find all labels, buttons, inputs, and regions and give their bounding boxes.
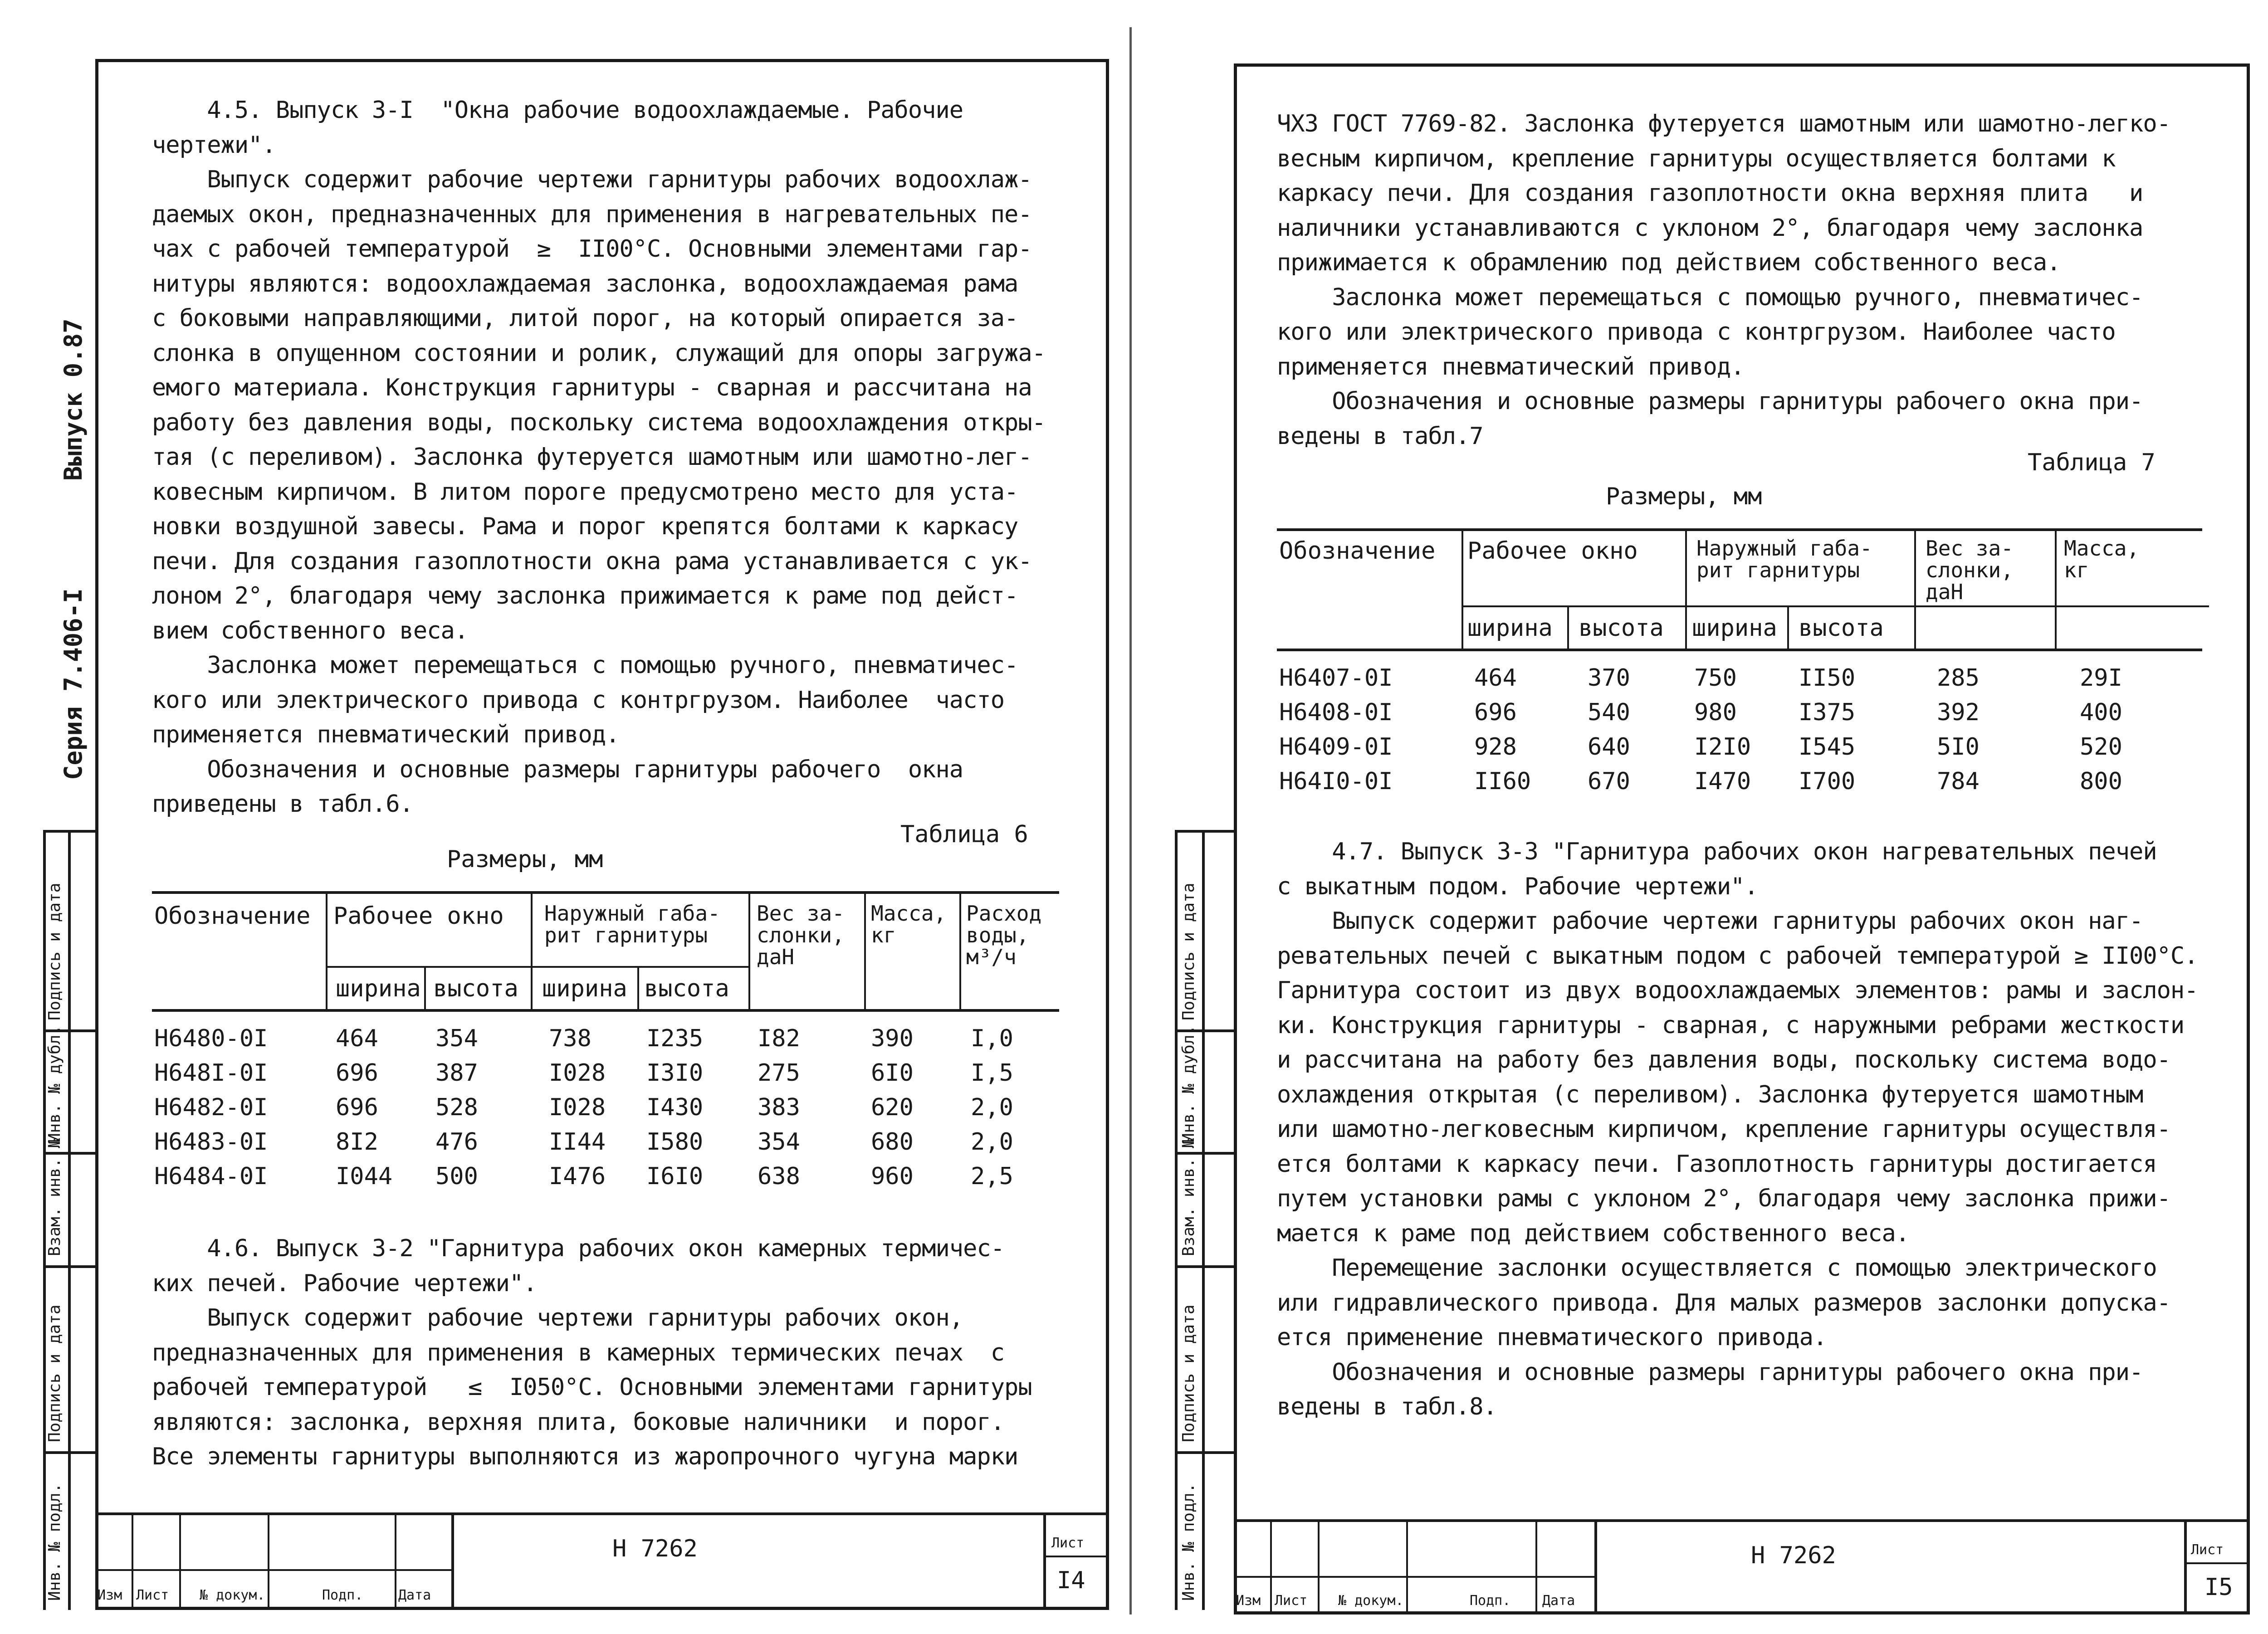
text-line: или гидравлического привода. Для малых размеров заслонки допуска- bbox=[1277, 1289, 2170, 1317]
text-line: ется болтами к каркасу печи. Газоплотность гарнитуры достигается bbox=[1277, 1150, 2157, 1178]
text-line: приведены в табл.6. bbox=[152, 790, 413, 818]
text-line: Заслонка может перемещаться с помощью ручного, пневматичес- bbox=[1277, 283, 2143, 311]
text-line: Выпуск содержит рабочие чертежи гарнитуры рабочих окон, bbox=[152, 1304, 963, 1332]
text-line: охлаждения открытая (с переливом). Заслонка футеруется шамотным bbox=[1277, 1081, 2143, 1108]
table6-header-weight: Вес за- слонки, даН bbox=[757, 901, 845, 969]
table-cell: 784 bbox=[1937, 768, 1980, 795]
table6-header-height-1: высота bbox=[433, 975, 518, 1002]
right-stamp-col-izm: Изм bbox=[1236, 1593, 1261, 1609]
table6-units: Размеры, мм bbox=[447, 846, 603, 873]
text-line: чах с рабочей температурой ≥ II00°С. Основными элементами гар- bbox=[152, 235, 1032, 263]
right-margin-label-5: Инв. № подл. bbox=[1179, 1483, 1198, 1601]
left-margin-label-4: Подпись и дата bbox=[45, 1304, 64, 1442]
text-line: прижимается к обрамлению под действием собственного веса. bbox=[1277, 249, 2061, 276]
table-cell: 960 bbox=[871, 1163, 914, 1190]
table-cell: I044 bbox=[336, 1163, 393, 1190]
text-line: с выкатным подом. Рабочие чертежи". bbox=[1277, 873, 1758, 900]
table-cell: 2,0 bbox=[971, 1128, 1013, 1156]
text-line: Обозначения и основные размеры гарнитуры рабочего окна bbox=[152, 756, 963, 783]
right-stamp-col-date: Дата bbox=[1542, 1593, 1575, 1609]
table-cell: I,5 bbox=[971, 1059, 1013, 1087]
left-margin-line-2 bbox=[68, 830, 71, 1610]
table-cell: Н648I-0I bbox=[154, 1059, 268, 1087]
table-cell: 680 bbox=[871, 1128, 914, 1156]
table-cell: 696 bbox=[336, 1059, 378, 1087]
table-cell: I375 bbox=[1799, 699, 1856, 726]
text-line: ревательных печей с выкатным подом с рабочей температурой ≥ II00°С. bbox=[1277, 942, 2198, 970]
table-cell: 383 bbox=[758, 1094, 800, 1121]
table-cell: I82 bbox=[758, 1025, 800, 1052]
text-line: нитуры являются: водоохлаждаемая заслонка, водоохлаждаемая рама bbox=[152, 270, 1018, 298]
page-divider bbox=[1129, 27, 1132, 1614]
right-sheet-label: Лист bbox=[2191, 1542, 2224, 1558]
text-line: работу без давления воды, поскольку система водоохлаждения откры- bbox=[152, 409, 1046, 436]
section-4-5-text bbox=[152, 93, 1046, 822]
table6-header-work-window: Рабочее окно bbox=[333, 902, 504, 930]
table-cell: I470 bbox=[1694, 768, 1751, 795]
table6-header-outer: Наружный габа- рит гарнитуры bbox=[544, 901, 720, 947]
section-4-6-cont-text bbox=[1277, 107, 2170, 454]
table7-header-outer: Наружный габа- рит гарнитуры bbox=[1696, 536, 1872, 582]
table-cell: Н6484-0I bbox=[154, 1163, 268, 1190]
table-cell: 528 bbox=[435, 1094, 478, 1121]
table-cell: II44 bbox=[549, 1128, 606, 1156]
left-margin-label-3: Взам. инв. № bbox=[45, 1138, 64, 1256]
table-cell: 800 bbox=[2080, 768, 2122, 795]
table-cell: 696 bbox=[336, 1094, 378, 1121]
text-line: чертежи". bbox=[152, 131, 276, 159]
left-margin-label-2: Инв. № дубл. bbox=[45, 1024, 64, 1143]
right-margin-label-1: Подпись и дата bbox=[1179, 883, 1198, 1020]
table-cell: 638 bbox=[758, 1163, 800, 1190]
table7-header-designation: Обозначение bbox=[1279, 537, 1436, 565]
table-cell: II60 bbox=[1474, 768, 1531, 795]
table-cell: 476 bbox=[435, 1128, 478, 1156]
text-line: емого материала. Конструкция гарнитуры - сварная и рассчитана на bbox=[152, 374, 1032, 401]
table-cell: 980 bbox=[1694, 699, 1737, 726]
left-margin-label-1: Подпись и дата bbox=[45, 883, 64, 1020]
left-doc-number: Н 7262 bbox=[612, 1535, 698, 1562]
text-line: ЧХЗ ГОСТ 7769-82. Заслонка футеруется шамотным или шамотно-легко- bbox=[1277, 110, 2170, 137]
text-line: ведены в табл.8. bbox=[1277, 1393, 1497, 1420]
table-cell: 640 bbox=[1588, 733, 1630, 761]
text-line: являются: заслонка, верхняя плита, боковые наличники и порог. bbox=[152, 1408, 1005, 1436]
table-cell: 620 bbox=[871, 1094, 914, 1121]
table7-header-width-2: ширина bbox=[1692, 615, 1777, 642]
text-line: или шамотно-легковесным кирпичом, крепление гарнитуры осуществля- bbox=[1277, 1116, 2170, 1143]
text-line: ковесным кирпичом. В литом пороге предусмотрено место для уста- bbox=[152, 478, 1018, 506]
table-cell: 392 bbox=[1937, 699, 1980, 726]
text-line: Гарнитура состоит из двух водоохлаждаемых элементов: рамы и заслон- bbox=[1277, 977, 2198, 1004]
table-cell: 400 bbox=[2080, 699, 2122, 726]
text-line: ется применение пневматического привода. bbox=[1277, 1324, 1827, 1351]
right-stamp-col-doc: № докум. bbox=[1338, 1593, 1404, 1609]
table-cell: I580 bbox=[646, 1128, 704, 1156]
table7-header-mass: Масса, кг bbox=[2064, 536, 2140, 582]
table7-header-width-1: ширина bbox=[1467, 615, 1553, 642]
right-doc-number: Н 7262 bbox=[1751, 1542, 1836, 1569]
text-line: новки воздушной завесы. Рама и порог крепятся болтами к каркасу bbox=[152, 513, 1018, 540]
table-cell: 540 bbox=[1588, 699, 1630, 726]
table6-caption: Таблица 6 bbox=[900, 821, 1028, 848]
text-line: 4.5. Выпуск 3-I "Окна рабочие водоохлаждаемые. Рабочие bbox=[152, 97, 963, 124]
table-cell: I028 bbox=[549, 1059, 606, 1087]
text-line: Заслонка может перемещаться с помощью ручного, пневматичес- bbox=[152, 652, 1018, 679]
table-cell: 354 bbox=[758, 1128, 800, 1156]
table-cell: 2,0 bbox=[971, 1094, 1013, 1121]
text-line: вием собственного веса. bbox=[152, 617, 469, 644]
left-stamp-col-izm: Изм bbox=[98, 1587, 122, 1603]
table-cell: I2I0 bbox=[1694, 733, 1751, 761]
text-line: Выпуск содержит рабочие чертежи гарнитуры рабочих водоохлаж- bbox=[152, 166, 1032, 193]
text-line: предназначенных для применения в камерных термических печах с bbox=[152, 1339, 1005, 1366]
text-line: применяется пневматический привод. bbox=[152, 721, 620, 748]
table6-header-water: Расход воды, м³/ч bbox=[966, 901, 1042, 969]
table-cell: 354 bbox=[435, 1025, 478, 1052]
table-cell: Н6482-0I bbox=[154, 1094, 268, 1121]
left-stamp-col-list: Лист bbox=[136, 1587, 169, 1603]
section-4-7-text bbox=[1277, 834, 2198, 1424]
table6-header-height-2: высота bbox=[644, 975, 729, 1002]
right-stamp-col-sign: Подп. bbox=[1470, 1593, 1511, 1609]
right-sheet-number: I5 bbox=[2204, 1574, 2233, 1601]
table-cell: 285 bbox=[1937, 664, 1980, 692]
table-cell: 275 bbox=[758, 1059, 800, 1087]
text-line: Перемещение заслонки осуществляется с помощью электрического bbox=[1277, 1254, 2157, 1282]
table-cell: 390 bbox=[871, 1025, 914, 1052]
right-stamp-col-list: Лист bbox=[1275, 1593, 1308, 1609]
table-cell: 520 bbox=[2080, 733, 2122, 761]
issue-label: Выпуск 0.87 bbox=[59, 318, 88, 481]
table-cell: 5I0 bbox=[1937, 733, 1980, 761]
table-cell: 387 bbox=[435, 1059, 478, 1087]
table-cell: Н6408-0I bbox=[1279, 699, 1393, 726]
left-stamp-col-date: Дата bbox=[398, 1587, 431, 1603]
text-line: 4.6. Выпуск 3-2 "Гарнитура рабочих окон камерных термичес- bbox=[152, 1235, 1005, 1262]
table-cell: 464 bbox=[1474, 664, 1517, 692]
text-line: 4.7. Выпуск 3-3 "Гарнитура рабочих окон нагревательных печей bbox=[1277, 838, 2157, 865]
text-line: Обозначения и основные размеры гарнитуры рабочего окна при- bbox=[1277, 388, 2143, 415]
text-line: Выпуск содержит рабочие чертежи гарнитуры рабочих окон наг- bbox=[1277, 907, 2143, 935]
table6-header-designation: Обозначение bbox=[154, 902, 311, 930]
text-line: тая (с переливом). Заслонка футеруется шамотным или шамотно-лег- bbox=[152, 444, 1032, 471]
text-line: мается к раме под действием собственного веса. bbox=[1277, 1219, 1910, 1247]
table6-header-mass: Масса, кг bbox=[871, 901, 947, 947]
text-line: кого или электрического привода с контргрузом. Наиболее часто bbox=[1277, 318, 2116, 346]
table7-header-height-1: высота bbox=[1579, 615, 1664, 642]
left-sheet-label: Лист bbox=[1051, 1535, 1085, 1551]
text-line: путем установки рамы с уклоном 2°, благодаря чему заслонка прижи- bbox=[1277, 1185, 2170, 1212]
table-cell: I,0 bbox=[971, 1025, 1013, 1052]
table7-header-height-2: высота bbox=[1799, 615, 1884, 642]
table-cell: 738 bbox=[549, 1025, 591, 1052]
table-cell: 464 bbox=[336, 1025, 378, 1052]
text-line: кого или электрического привода с контргрузом. Наиболее часто bbox=[152, 686, 1005, 714]
table-cell: I3I0 bbox=[646, 1059, 704, 1087]
text-line: Все элементы гарнитуры выполняются из жаропрочного чугуна марки bbox=[152, 1443, 1018, 1470]
right-margin-label-2: Инв. № дубл. bbox=[1179, 1024, 1198, 1143]
table-cell: 8I2 bbox=[336, 1128, 378, 1156]
text-line: применяется пневматический привод. bbox=[1277, 353, 1745, 380]
table-cell: 670 bbox=[1588, 768, 1630, 795]
text-line: ки. Конструкция гарнитуры - сварная, с наружными ребрами жесткости bbox=[1277, 1011, 2185, 1039]
table-cell: Н6407-0I bbox=[1279, 664, 1393, 692]
text-line: печи. Для создания газоплотности окна рама устанавливается с ук- bbox=[152, 547, 1032, 575]
table-cell: II50 bbox=[1799, 664, 1856, 692]
table7-caption: Таблица 7 bbox=[2028, 449, 2156, 476]
text-line: даемых окон, предназначенных для применения в нагревательных пе- bbox=[152, 200, 1032, 228]
right-margin-label-4: Подпись и дата bbox=[1179, 1304, 1198, 1442]
left-margin-label-5: Инв. № подл. bbox=[45, 1483, 64, 1601]
table-cell: I235 bbox=[646, 1025, 704, 1052]
table-cell: 750 bbox=[1694, 664, 1737, 692]
text-line: весным кирпичом, крепление гарнитуры осуществляется болтами к bbox=[1277, 145, 2116, 172]
text-line: рабочей температурой ≤ I050°С. Основными элементами гарнитуры bbox=[152, 1374, 1032, 1401]
table-cell: I700 bbox=[1799, 768, 1856, 795]
table-cell: 29I bbox=[2080, 664, 2122, 692]
table6-header-width-1: ширина bbox=[336, 975, 421, 1002]
left-stamp-col-sign: Подп. bbox=[322, 1587, 363, 1603]
text-line: наличники устанавливаются с уклоном 2°, благодаря чему заслонка bbox=[1277, 214, 2143, 242]
table-cell: 2,5 bbox=[971, 1163, 1013, 1190]
table-cell: I028 bbox=[549, 1094, 606, 1121]
table-cell: 500 bbox=[435, 1163, 478, 1190]
text-line: ведены в табл.7 bbox=[1277, 422, 1483, 450]
table7-units: Размеры, мм bbox=[1606, 483, 1762, 510]
right-margin-label-3: Взам. инв. № bbox=[1179, 1138, 1198, 1256]
table6-header-width-2: ширина bbox=[542, 975, 627, 1002]
table-cell: 928 bbox=[1474, 733, 1517, 761]
table-cell: Н6409-0I bbox=[1279, 733, 1393, 761]
text-line: ких печей. Рабочие чертежи". bbox=[152, 1269, 537, 1297]
left-sheet-number: I4 bbox=[1057, 1567, 1085, 1594]
text-line: лоном 2°, благодаря чему заслонка прижимается к раме под дейст- bbox=[152, 582, 1018, 610]
table-cell: I430 bbox=[646, 1094, 704, 1121]
section-4-6-text bbox=[152, 1231, 1032, 1474]
text-line: и рассчитана на работу без давления воды, поскольку система водо- bbox=[1277, 1046, 2170, 1073]
table-cell: Н6480-0I bbox=[154, 1025, 268, 1052]
text-line: с боковыми направляющими, литой порог, на который опирается за- bbox=[152, 305, 1018, 332]
table-cell: I6I0 bbox=[646, 1163, 704, 1190]
table-cell: 696 bbox=[1474, 699, 1517, 726]
table-cell: 6I0 bbox=[871, 1059, 914, 1087]
table7-header-weight: Вес за- слонки, даН bbox=[1926, 536, 2014, 604]
text-line: Обозначения и основные размеры гарнитуры рабочего окна при- bbox=[1277, 1358, 2143, 1386]
table-cell: Н64I0-0I bbox=[1279, 768, 1393, 795]
table-cell: 370 bbox=[1588, 664, 1630, 692]
table7-header-work-window: Рабочее окно bbox=[1467, 537, 1638, 565]
table-cell: I545 bbox=[1799, 733, 1856, 761]
table-cell: I476 bbox=[549, 1163, 606, 1190]
text-line: слонка в опущенном состоянии и ролик, служащий для опоры загружа- bbox=[152, 339, 1046, 367]
table-cell: Н6483-0I bbox=[154, 1128, 268, 1156]
text-line: каркасу печи. Для создания газоплотности окна верхняя плита и bbox=[1277, 180, 2143, 207]
left-stamp-col-doc: № докум. bbox=[200, 1587, 265, 1603]
series-label: Серия 7.406-I bbox=[59, 588, 88, 780]
